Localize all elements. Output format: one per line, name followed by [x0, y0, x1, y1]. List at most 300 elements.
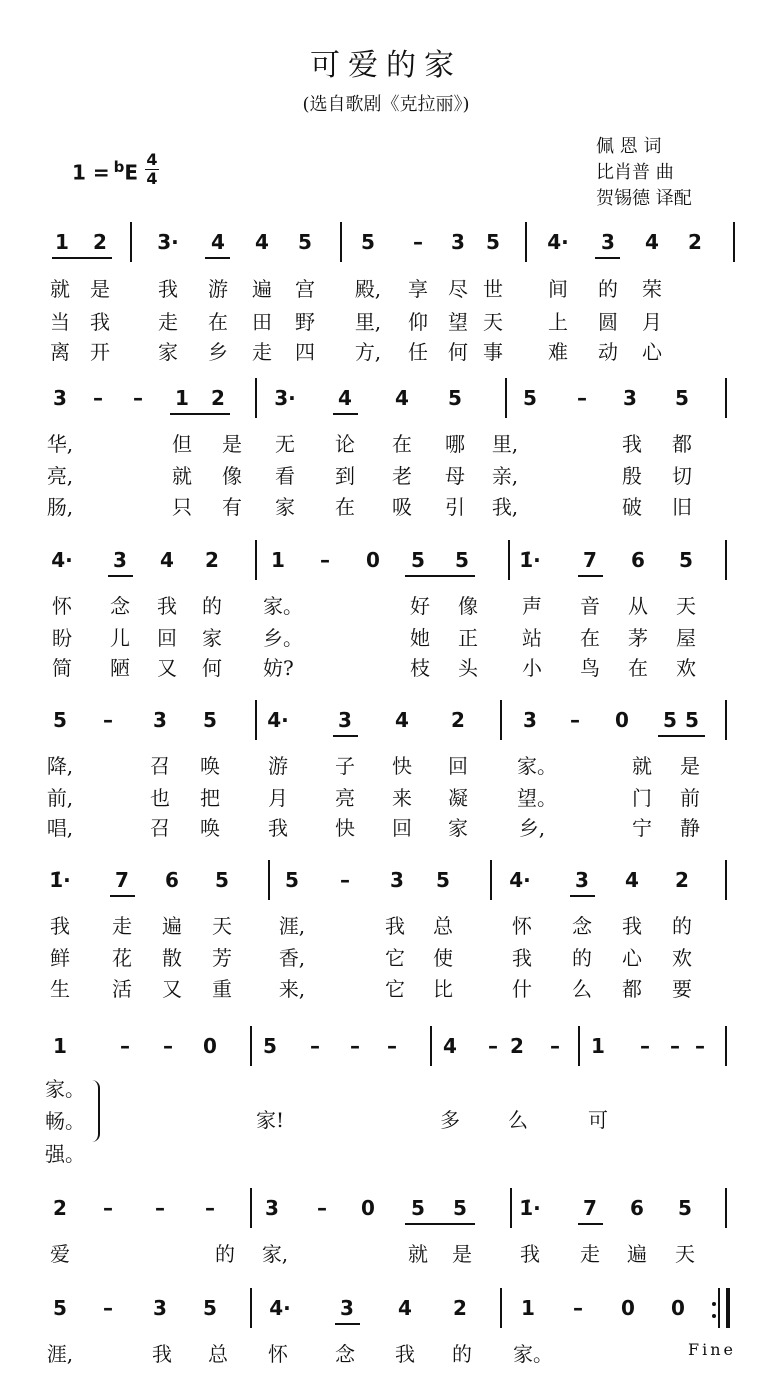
lyric-syllable: 乡。 [263, 626, 303, 650]
lyric-syllable: 降, [46, 754, 74, 778]
lyric-syllable: 上 [548, 310, 568, 334]
lyric-syllable: 门 [632, 786, 652, 810]
lyric-syllable: 就 [408, 1242, 428, 1266]
note: 1 [521, 1296, 535, 1320]
bar-line [250, 1026, 252, 1066]
lyric-syllable: 屋 [676, 626, 696, 650]
note: – [573, 1296, 583, 1320]
note: 2 [93, 230, 107, 254]
lyric-syllable: 要 [672, 977, 692, 1001]
lyric-syllable: 就 [50, 277, 70, 301]
lyric-syllable: 欢 [676, 656, 696, 680]
note: 3· [274, 386, 296, 410]
lyric-syllable: 总 [208, 1342, 228, 1366]
lyric-syllable: 破 [622, 495, 642, 519]
lyric-syllable: 是 [680, 754, 700, 778]
lyric-syllable: 家。 [45, 1077, 85, 1101]
note: 2 [453, 1296, 467, 1320]
underline-beam [405, 1223, 475, 1225]
note: 3 [153, 708, 167, 732]
lyric-syllable: 的 [215, 1242, 235, 1266]
lyric-syllable: 家, [261, 1242, 289, 1266]
bar-line [725, 1026, 727, 1066]
note: – [163, 1034, 173, 1058]
lyric-syllable: 唤 [200, 754, 220, 778]
lyric-syllable: 动 [598, 340, 618, 364]
lyric-syllable: 陋 [110, 656, 130, 680]
lyric-syllable: 畅。 [45, 1109, 85, 1133]
lyric-syllable: 唱, [46, 816, 74, 840]
lyric-syllable: 枝 [410, 656, 430, 680]
lyric-syllable: 家。 [263, 594, 303, 618]
lyric-syllable: 总 [433, 914, 453, 938]
note: – [350, 1034, 360, 1058]
note: 5 [685, 708, 699, 732]
bar-line [430, 1026, 432, 1066]
lyric-syllable: 亮, [46, 464, 74, 488]
note: 5 [285, 868, 299, 892]
note: – [133, 386, 143, 410]
bar-line [725, 540, 727, 580]
note: 2 [211, 386, 225, 410]
lyric-syllable: 走 [580, 1242, 600, 1266]
lyric-syllable: 天 [212, 914, 232, 938]
lyric-syllable: 的 [598, 277, 618, 301]
lyric-syllable: 论 [335, 432, 355, 456]
bar-line [250, 1188, 252, 1228]
note: 4· [509, 868, 531, 892]
note: 7 [583, 1196, 597, 1220]
note: – [340, 868, 350, 892]
lyric-syllable: 我 [395, 1342, 415, 1366]
note: 1 [55, 230, 69, 254]
lyric-syllable: 望。 [517, 786, 557, 810]
note: 3 [53, 386, 67, 410]
note: 6 [631, 548, 645, 572]
lyric-syllable: 它 [385, 977, 405, 1001]
key-signature [72, 158, 138, 185]
lyric-syllable: 荣 [642, 277, 662, 301]
note: 5 [203, 708, 217, 732]
note: – [310, 1034, 320, 1058]
lyric-syllable: 心 [622, 946, 642, 970]
lyric-syllable: 遍 [162, 914, 182, 938]
note: 4 [255, 230, 269, 254]
lyric-syllable: 儿 [110, 626, 130, 650]
lyric-syllable: 我 [520, 1242, 540, 1266]
bar-line [725, 1188, 727, 1228]
note: – [103, 708, 113, 732]
repeat-dot [712, 1314, 716, 1318]
note: 4 [211, 230, 225, 254]
lyric-syllable: 唤 [200, 816, 220, 840]
lyric-syllable: 只 [172, 495, 192, 519]
note: 5 [298, 230, 312, 254]
bar-line [725, 700, 727, 740]
final-bar-line [726, 1288, 730, 1328]
note: – [577, 386, 587, 410]
key-prefix: 1 = [72, 160, 110, 185]
bar-line [490, 860, 492, 900]
note: 1̇· [49, 868, 71, 892]
lyric-syllable: 母 [445, 464, 465, 488]
lyric-syllable: 爱 [50, 1242, 70, 1266]
lyric-syllable: 看 [275, 464, 295, 488]
underline-beam [333, 413, 358, 415]
lyric-syllable: 我 [512, 946, 532, 970]
note: 5 [675, 386, 689, 410]
verse-brace [90, 1080, 100, 1142]
lyric-syllable: 快 [335, 816, 355, 840]
note: – [103, 1296, 113, 1320]
lyric-syllable: 田 [252, 310, 272, 334]
lyric-syllable: 的 [672, 914, 692, 938]
lyric-syllable: 月 [642, 310, 662, 334]
lyric-syllable: 事 [483, 340, 503, 364]
lyric-syllable: 凝 [448, 786, 468, 810]
bar-line [508, 540, 510, 580]
bar-line [733, 222, 735, 262]
lyric-syllable: 使 [433, 946, 453, 970]
lyric-syllable: 召 [150, 754, 170, 778]
note: 3 [623, 386, 637, 410]
lyric-syllable: 是 [222, 432, 242, 456]
note: 4 [160, 548, 174, 572]
lyric-syllable: 天 [675, 1242, 695, 1266]
note: 2 [510, 1034, 524, 1058]
lyric-syllable: 家 [275, 495, 295, 519]
note: 4 [395, 708, 409, 732]
note: 5 [411, 548, 425, 572]
lyric-syllable: 世 [483, 277, 503, 301]
lyric-syllable: 回 [157, 626, 177, 650]
bar-line [718, 1288, 720, 1328]
lyric-syllable: 音 [580, 594, 600, 618]
lyric-syllable: 活 [112, 977, 132, 1001]
note: 5 [53, 708, 67, 732]
note: 5 [263, 1034, 277, 1058]
underline-beam [52, 257, 112, 259]
lyric-syllable: 简 [52, 656, 72, 680]
lyric-syllable: 强。 [45, 1142, 85, 1166]
key-note: E [124, 160, 139, 185]
note: – [387, 1034, 397, 1058]
lyric-syllable: 涯, [46, 1342, 74, 1366]
underline-beam [578, 575, 603, 577]
note: 4· [547, 230, 569, 254]
note: 4 [398, 1296, 412, 1320]
note: – [320, 548, 330, 572]
note: 0 [361, 1196, 375, 1220]
lyric-syllable: 何 [202, 656, 222, 680]
lyric-syllable: 可 [588, 1108, 608, 1132]
lyric-syllable: 召 [150, 816, 170, 840]
underline-beam [405, 575, 475, 577]
lyric-syllable: 间 [548, 277, 568, 301]
bar-line [255, 540, 257, 580]
lyric-syllable: 子 [335, 754, 355, 778]
bar-line [578, 1026, 580, 1066]
lyric-syllable: 方, [354, 340, 382, 364]
lyric-syllable: 家 [202, 626, 222, 650]
lyric-syllable: 前, [46, 786, 74, 810]
lyric-syllable: 华, [46, 432, 74, 456]
note: 3 [265, 1196, 279, 1220]
note: – [103, 1196, 113, 1220]
note: 3 [153, 1296, 167, 1320]
lyric-syllable: 走 [252, 340, 272, 364]
lyric-syllable: 到 [335, 464, 355, 488]
lyric-syllable: 家 [448, 816, 468, 840]
note: 5 [53, 1296, 67, 1320]
bar-line [510, 1188, 512, 1228]
note: 1̇· [519, 548, 541, 572]
bar-line [525, 222, 527, 262]
note: 4 [338, 386, 352, 410]
lyric-syllable: 比 [433, 977, 453, 1001]
underline-beam [578, 1223, 603, 1225]
note: – [550, 1034, 560, 1058]
lyric-syllable: 四 [295, 340, 315, 364]
lyric-syllable: 么 [572, 977, 592, 1001]
note: 4· [267, 708, 289, 732]
lyric-syllable: 引 [445, 495, 465, 519]
song-subtitle: (选自歌剧《克拉丽》) [302, 94, 470, 115]
lyric-syllable: 我 [90, 310, 110, 334]
lyric-syllable: 都 [622, 977, 642, 1001]
note: – [695, 1034, 705, 1058]
lyric-syllable: 享 [408, 277, 428, 301]
lyric-syllable: 在 [628, 656, 648, 680]
lyric-syllable: 重 [212, 977, 232, 1001]
lyric-syllable: 念 [110, 594, 130, 618]
lyric-syllable: 我 [152, 1342, 172, 1366]
lyric-syllable: 怀 [268, 1342, 288, 1366]
note: 3 [575, 868, 589, 892]
lyric-syllable: 涯, [278, 914, 306, 938]
lyric-syllable: 是 [452, 1242, 472, 1266]
bar-line [500, 700, 502, 740]
note: 2 [53, 1196, 67, 1220]
lyric-syllable: 的 [202, 594, 222, 618]
lyric-syllable: 我 [622, 914, 642, 938]
lyric-syllable: 回 [392, 816, 412, 840]
note: 5 [448, 386, 462, 410]
song-title: 可爱的家 [310, 48, 462, 83]
underline-beam [658, 735, 705, 737]
note: 4 [625, 868, 639, 892]
lyric-syllable: 家。 [513, 1342, 553, 1366]
lyric-syllable: 它 [385, 946, 405, 970]
lyric-syllable: 盼 [52, 626, 72, 650]
lyricist-credit: 佩 恩 词 [596, 136, 662, 157]
note: 0 [621, 1296, 635, 1320]
lyric-syllable: 乡, [518, 816, 546, 840]
lyric-syllable: 亲, [491, 464, 519, 488]
underline-beam [108, 575, 133, 577]
lyric-syllable: 里, [354, 310, 382, 334]
lyric-syllable: 怀 [512, 914, 532, 938]
lyric-syllable: 从 [628, 594, 648, 618]
lyric-syllable: 都 [672, 432, 692, 456]
lyric-syllable: 前 [680, 786, 700, 810]
note: – [640, 1034, 650, 1058]
lyric-syllable: 像 [458, 594, 478, 618]
note: 5 [203, 1296, 217, 1320]
underline-beam [570, 895, 595, 897]
note: 6 [165, 868, 179, 892]
lyric-syllable: 宁 [632, 816, 652, 840]
composer-credit: 比肖普 曲 [596, 162, 674, 183]
note: 7 [115, 868, 129, 892]
lyric-syllable: 的 [452, 1342, 472, 1366]
note: 2 [675, 868, 689, 892]
lyric-syllable: 散 [162, 946, 182, 970]
lyric-syllable: 念 [572, 914, 592, 938]
lyric-syllable: 又 [162, 977, 182, 1001]
lyric-syllable: 无 [275, 432, 295, 456]
lyric-syllable: 我 [157, 594, 177, 618]
underline-beam [335, 1323, 360, 1325]
lyric-syllable: 念 [335, 1342, 355, 1366]
lyric-syllable: 仰 [408, 310, 428, 334]
bar-line [130, 222, 132, 262]
lyric-syllable: 切 [672, 464, 692, 488]
note: – [155, 1196, 165, 1220]
note: 5 [411, 1196, 425, 1220]
lyric-syllable: 也 [150, 786, 170, 810]
note: 4 [443, 1034, 457, 1058]
underline-beam [333, 735, 358, 737]
lyric-syllable: 好 [410, 594, 430, 618]
bar-line [255, 700, 257, 740]
underline-beam [595, 257, 620, 259]
note: 1 [53, 1034, 67, 1058]
bar-line [505, 378, 507, 418]
lyric-syllable: 家。 [517, 754, 557, 778]
note: 2 [451, 708, 465, 732]
note: 3 [601, 230, 615, 254]
lyric-syllable: 但 [172, 432, 192, 456]
note: 5 [486, 230, 500, 254]
note: 5 [215, 868, 229, 892]
lyric-syllable: 家 [158, 340, 178, 364]
note: 5 [361, 230, 375, 254]
bar-line [250, 1288, 252, 1328]
lyric-syllable: 有 [222, 495, 242, 519]
underline-beam [205, 257, 230, 259]
lyric-syllable: 快 [392, 754, 412, 778]
lyric-syllable: 肠, [46, 495, 74, 519]
note: 4 [645, 230, 659, 254]
lyric-syllable: 多 [440, 1108, 460, 1132]
note: – [488, 1034, 498, 1058]
lyric-syllable: 我 [385, 914, 405, 938]
note: 3 [451, 230, 465, 254]
meter-top: 4 [146, 150, 158, 169]
note: 3 [340, 1296, 354, 1320]
note: – [120, 1034, 130, 1058]
lyric-syllable: 我 [268, 816, 288, 840]
note: – [570, 708, 580, 732]
lyric-syllable: 就 [632, 754, 652, 778]
lyric-syllable: 尽 [448, 277, 468, 301]
lyric-syllable: 鸟 [580, 656, 600, 680]
lyric-syllable: 宫 [295, 277, 315, 301]
lyric-syllable: 就 [172, 464, 192, 488]
translator-credit: 贺锡德 译配 [596, 188, 692, 209]
note: – [670, 1034, 680, 1058]
note: 3 [113, 548, 127, 572]
lyric-syllable: 生 [50, 977, 70, 1001]
note: 3· [157, 230, 179, 254]
bar-line [268, 860, 270, 900]
note: 0 [203, 1034, 217, 1058]
lyric-syllable: 难 [548, 340, 568, 364]
lyric-syllable: 么 [508, 1108, 528, 1132]
lyric-syllable: 香, [278, 946, 306, 970]
bar-line [255, 378, 257, 418]
lyric-syllable: 鲜 [50, 946, 70, 970]
bar-line [500, 1288, 502, 1328]
lyric-syllable: 望 [448, 310, 468, 334]
lyric-syllable: 任 [408, 340, 428, 364]
lyric-syllable: 离 [50, 340, 70, 364]
lyric-syllable: 吸 [392, 495, 412, 519]
note: 3 [523, 708, 537, 732]
bar-line [725, 378, 727, 418]
note: 0 [615, 708, 629, 732]
lyric-syllable: 像 [222, 464, 242, 488]
lyric-syllable: 野 [295, 310, 315, 334]
note: – [317, 1196, 327, 1220]
time-signature [145, 152, 159, 187]
lyric-syllable: 茅 [628, 626, 648, 650]
underline-beam [170, 413, 230, 415]
lyric-syllable: 殷 [622, 464, 642, 488]
lyric-syllable: 站 [522, 626, 542, 650]
note: 7 [583, 548, 597, 572]
lyric-syllable: 她 [410, 626, 430, 650]
lyric-syllable: 把 [200, 786, 220, 810]
lyric-syllable: 来 [392, 786, 412, 810]
lyric-syllable: 开 [90, 340, 110, 364]
lyric-syllable: 的 [572, 946, 592, 970]
lyric-syllable: 妨? [263, 656, 294, 680]
note: – [93, 386, 103, 410]
note: – [205, 1196, 215, 1220]
lyric-syllable: 月 [268, 786, 288, 810]
note: 5 [436, 868, 450, 892]
lyric-syllable: 芳 [212, 946, 232, 970]
note: 1 [591, 1034, 605, 1058]
note: 5 [679, 548, 693, 572]
bar-line [725, 860, 727, 900]
note: 0 [671, 1296, 685, 1320]
note: 5 [455, 548, 469, 572]
lyric-syllable: 乡 [208, 340, 228, 364]
note: 3 [390, 868, 404, 892]
note: 4· [51, 548, 73, 572]
lyric-syllable: 花 [112, 946, 132, 970]
lyric-syllable: 家! [255, 1108, 285, 1132]
fine-mark: Fine [688, 1340, 736, 1359]
note: 1̇· [519, 1196, 541, 1220]
note: 5 [678, 1196, 692, 1220]
lyric-syllable: 遍 [627, 1242, 647, 1266]
flat-symbol: b [113, 158, 125, 176]
lyric-syllable: 当 [50, 310, 70, 334]
